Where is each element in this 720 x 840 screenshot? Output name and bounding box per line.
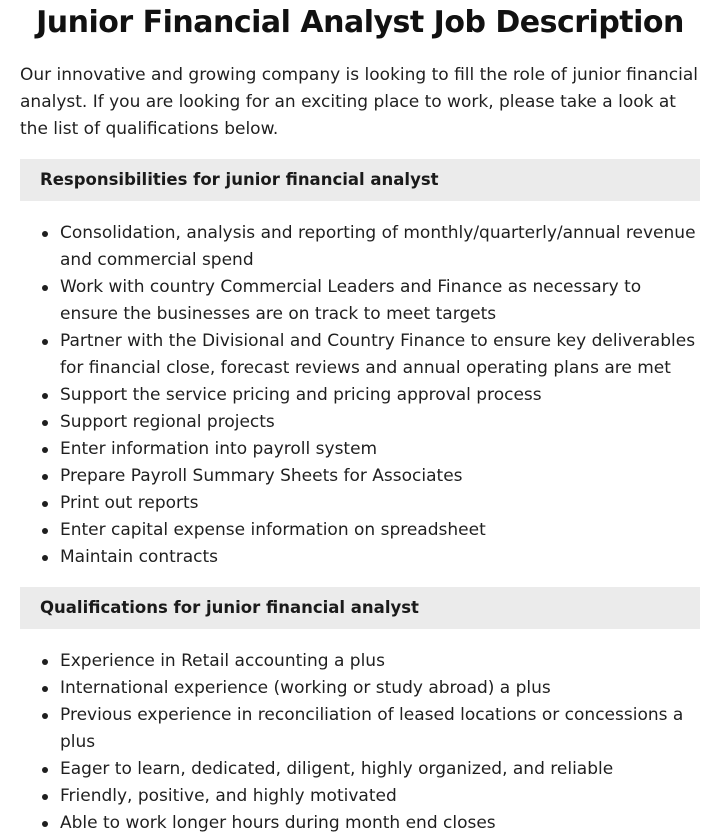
list-item-text: Eager to learn, dedicated, diligent, highly organized, and reliable xyxy=(60,759,614,779)
list-item-text: Print out reports xyxy=(60,493,199,513)
list-item-text: Consolidation, analysis and reporting of monthly/quarterly/annual revenue and commercial spend xyxy=(60,223,696,270)
bullet-icon xyxy=(42,393,48,399)
list-item-text: Enter information into payroll system xyxy=(60,439,378,459)
list-item-text: Prepare Payroll Summary Sheets for Associates xyxy=(60,466,463,486)
list-item-text: International experience (working or study abroad) a plus xyxy=(60,678,551,698)
list-item-text: Maintain contracts xyxy=(60,547,219,567)
list-item xyxy=(20,409,700,436)
qualifications-heading: Qualifications for junior financial analyst xyxy=(20,587,700,629)
list-item xyxy=(20,544,700,571)
list-item xyxy=(20,490,700,517)
list-item xyxy=(20,783,700,810)
list-item xyxy=(20,648,700,675)
bullet-icon xyxy=(42,821,48,827)
list-item-text: Enter capital expense information on spreadsheet xyxy=(60,520,486,540)
bullet-icon xyxy=(42,231,48,237)
qualifications-list xyxy=(20,648,700,837)
list-item xyxy=(20,702,700,756)
intro-paragraph: Our innovative and growing company is looking to fill the role of junior financial analyst. If you are looking for an exciting place to work, please take a look at the list of qualifications below. xyxy=(20,65,698,139)
list-item xyxy=(20,463,700,490)
list-item-text: Work with country Commercial Leaders and Finance as necessary to ensure the businesses are on track to meet targets xyxy=(60,277,642,324)
list-item-text: Previous experience in reconciliation of leased locations or concessions a plus xyxy=(60,705,684,752)
list-item xyxy=(20,274,700,328)
bullet-icon xyxy=(42,420,48,426)
bullet-icon xyxy=(42,555,48,561)
responsibilities-heading: Responsibilities for junior financial analyst xyxy=(20,159,700,201)
responsibilities-list xyxy=(20,220,700,571)
bullet-icon xyxy=(42,659,48,665)
list-item-text: Partner with the Divisional and Country Finance to ensure key deliverables for financial close, forecast reviews and annual operating plans are met xyxy=(60,331,696,378)
bullet-icon xyxy=(42,767,48,773)
list-item xyxy=(20,675,700,702)
bullet-icon xyxy=(42,794,48,800)
page-title: Junior Financial Analyst Job Description xyxy=(36,5,684,40)
bullet-icon xyxy=(42,285,48,291)
bullet-icon xyxy=(42,474,48,480)
bullet-icon xyxy=(42,339,48,345)
bullet-icon xyxy=(42,686,48,692)
list-item xyxy=(20,382,700,409)
list-item xyxy=(20,436,700,463)
list-item xyxy=(20,517,700,544)
list-item-text: Support regional projects xyxy=(60,412,275,432)
bullet-icon xyxy=(42,447,48,453)
list-item xyxy=(20,810,700,837)
list-item-text: Able to work longer hours during month end closes xyxy=(60,813,496,833)
bullet-icon xyxy=(42,501,48,507)
list-item-text: Support the service pricing and pricing approval process xyxy=(60,385,542,405)
bullet-icon xyxy=(42,528,48,534)
bullet-icon xyxy=(42,713,48,719)
list-item-text: Experience in Retail accounting a plus xyxy=(60,651,385,671)
list-item xyxy=(20,328,700,382)
list-item xyxy=(20,220,700,274)
list-item xyxy=(20,756,700,783)
list-item-text: Friendly, positive, and highly motivated xyxy=(60,786,397,806)
